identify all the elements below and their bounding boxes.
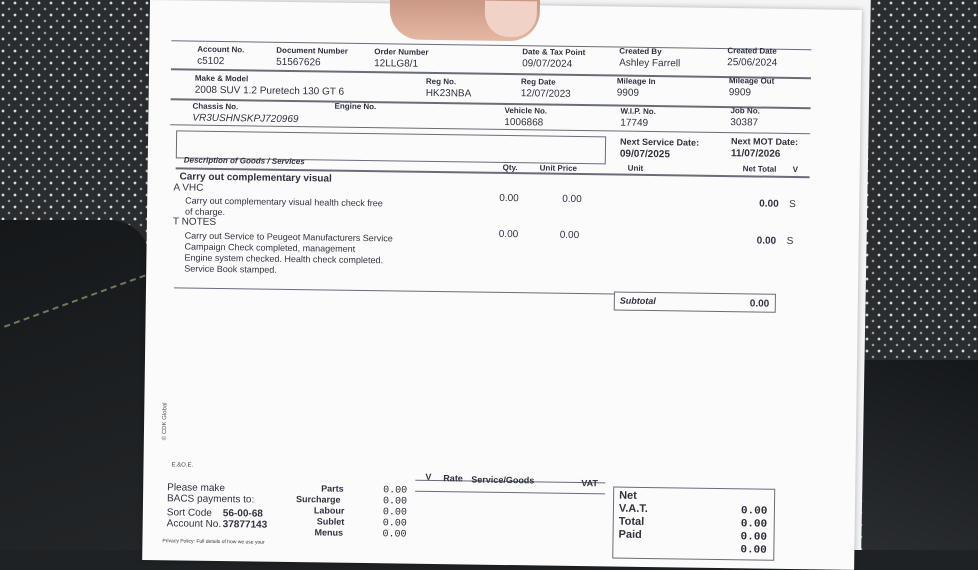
chassis-no-label: Chassis No. bbox=[192, 101, 239, 112]
summary-value: 0.00 bbox=[383, 485, 408, 497]
invoice-sheet bbox=[142, 0, 862, 570]
subtotal-label: Subtotal bbox=[619, 295, 656, 307]
wip-no: 17749 bbox=[620, 117, 649, 129]
line-text: Carry out complementary visual health check free bbox=[185, 195, 383, 209]
line-net-total: 0.00 bbox=[759, 198, 779, 210]
reg-no-label: Reg No. bbox=[425, 76, 457, 87]
line-text: Engine system checked. Health check completed. bbox=[184, 252, 384, 266]
line-net-total: 0.00 bbox=[756, 235, 777, 247]
vehicle-no-label: Vehicle No. bbox=[504, 105, 548, 116]
summary-label: Surcharge bbox=[295, 494, 341, 505]
bacs-account-label: Account No. bbox=[166, 518, 222, 531]
summary-value: 0.00 bbox=[382, 529, 407, 541]
total-label: V.A.T. bbox=[618, 502, 648, 516]
job-no: 30387 bbox=[730, 117, 759, 129]
col-unit-price: Unit Price bbox=[539, 163, 578, 173]
col-description: Description of Goods / Services bbox=[183, 155, 305, 167]
sort-code: 56-00-68 bbox=[222, 508, 263, 520]
reg-date: 12/07/2023 bbox=[520, 88, 571, 100]
rule bbox=[171, 98, 811, 109]
payment-line2: BACS payments to: bbox=[166, 493, 255, 506]
document-number-label: Document Number bbox=[276, 45, 348, 56]
mileage-out-label: Mileage Out bbox=[728, 76, 775, 86]
line-text: Service Book stamped. bbox=[184, 263, 277, 275]
line-code: T NOTES bbox=[172, 216, 217, 228]
next-mot-label: Next MOT Date: bbox=[731, 136, 799, 148]
rule bbox=[171, 40, 811, 50]
summary-label: Labour bbox=[313, 505, 345, 516]
created-by-label: Created By bbox=[619, 46, 662, 57]
total-value: 0.00 bbox=[740, 544, 767, 557]
subtotal-value: 0.00 bbox=[749, 298, 770, 310]
summary-value: 0.00 bbox=[382, 507, 407, 519]
col-net-total: Net Total bbox=[742, 164, 777, 174]
rule bbox=[174, 287, 614, 294]
vat-col-vat: VAT bbox=[581, 478, 599, 489]
summary-label: Menus bbox=[314, 527, 344, 538]
mileage-in-label: Mileage In bbox=[616, 76, 656, 87]
vat-col-v: V bbox=[425, 471, 432, 482]
created-date-label: Created Date bbox=[727, 46, 777, 56]
date-tax-point: 09/07/2024 bbox=[522, 58, 573, 70]
line-text: Carry out Service to Peugeot Manufacturers Service bbox=[184, 230, 393, 244]
account-no-label: Account No. bbox=[197, 44, 245, 55]
line-vat-code: S bbox=[789, 198, 796, 211]
reg-no: HK23NBA bbox=[425, 87, 472, 100]
privacy-policy: Privacy Policy: Full details of how we use your bbox=[162, 538, 265, 546]
engine-no-label: Engine No. bbox=[334, 101, 377, 112]
created-by: Ashley Farrell bbox=[619, 57, 681, 70]
mileage-out: 9909 bbox=[728, 87, 752, 99]
col-v: V bbox=[792, 164, 799, 175]
vat-col-service-goods: Service/Goods bbox=[471, 474, 535, 486]
line-code: A VHC bbox=[173, 182, 204, 194]
total-value: 0.00 bbox=[740, 531, 768, 544]
vat-col-rate: Rate bbox=[443, 473, 463, 484]
reg-date-label: Reg Date bbox=[520, 77, 556, 87]
summary-label: Sublet bbox=[316, 516, 345, 527]
summary-value: 0.00 bbox=[382, 518, 407, 530]
total-label: Paid bbox=[618, 528, 642, 541]
line-text: of charge. bbox=[184, 206, 226, 218]
wip-no-label: W.I.P. No. bbox=[620, 106, 656, 117]
make-model: 2008 SUV 1.2 Puretech 130 GT 6 bbox=[194, 84, 345, 98]
line-vat-code: S bbox=[786, 235, 794, 248]
line-unit-price: 0.00 bbox=[562, 193, 582, 206]
bacs-account-no: 37877143 bbox=[222, 519, 268, 531]
vehicle-no: 1006868 bbox=[504, 116, 544, 129]
sort-code-label: Sort Code bbox=[166, 507, 212, 519]
date-tax-point-label: Date & Tax Point bbox=[522, 47, 586, 58]
seat-panel-left bbox=[0, 220, 150, 550]
total-value: 0.00 bbox=[740, 518, 768, 531]
line-unit-price: 0.00 bbox=[559, 229, 580, 242]
total-value: 0.00 bbox=[740, 505, 768, 518]
order-number: 12LLG8/1 bbox=[374, 58, 419, 70]
rule bbox=[415, 491, 605, 495]
seat-panel-right bbox=[863, 360, 978, 550]
total-label: Net bbox=[619, 489, 637, 502]
eoe: E.&O.E. bbox=[171, 462, 194, 469]
next-mot-date: 11/07/2026 bbox=[730, 148, 781, 160]
job-no-label: Job No. bbox=[730, 106, 760, 116]
job-title: Carry out complementary visual bbox=[179, 171, 332, 185]
mileage-in: 9909 bbox=[616, 87, 640, 99]
side-copyright: © CDK Global bbox=[161, 402, 169, 441]
make-model-label: Make & Model bbox=[194, 73, 249, 84]
next-service-label: Next Service Date: bbox=[619, 136, 700, 148]
created-date: 25/06/2024 bbox=[727, 57, 778, 69]
line-qty: 0.00 bbox=[498, 228, 519, 241]
rule bbox=[171, 68, 811, 79]
payment-line1: Please make bbox=[167, 482, 226, 495]
summary-label: Parts bbox=[321, 483, 344, 494]
col-unit: Unit bbox=[627, 163, 644, 173]
chassis-no: VR3USHNSKPJ720969 bbox=[192, 112, 299, 126]
document-number: 51567626 bbox=[276, 56, 321, 69]
next-service-date: 09/07/2025 bbox=[619, 148, 671, 161]
line-text: Campaign Check completed, management bbox=[184, 241, 356, 254]
line-qty: 0.00 bbox=[499, 192, 519, 205]
col-qty: Qty. bbox=[502, 162, 518, 173]
order-number-label: Order Number bbox=[374, 47, 429, 57]
account-no: c5102 bbox=[197, 55, 225, 68]
summary-value: 0.00 bbox=[382, 496, 408, 508]
total-label: Total bbox=[618, 515, 645, 528]
